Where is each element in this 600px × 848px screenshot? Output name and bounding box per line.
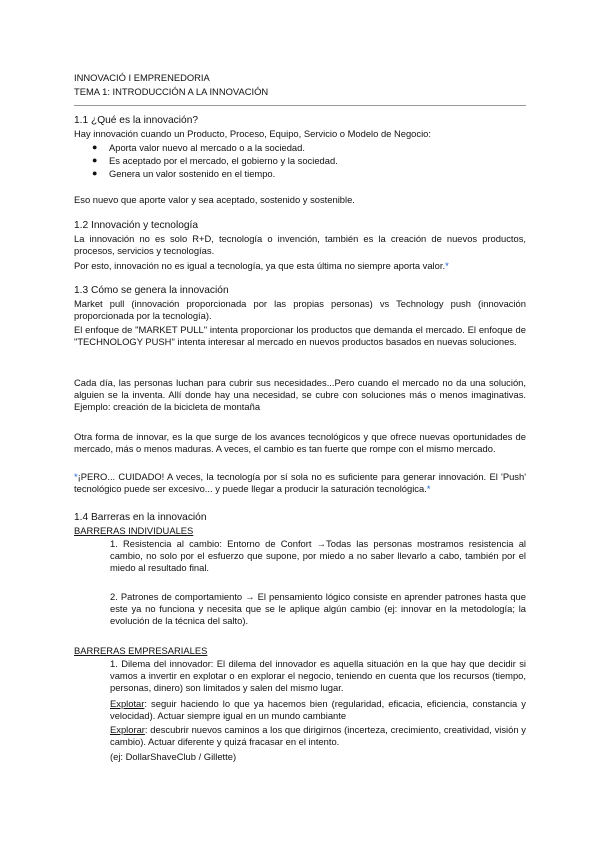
comment-marker: * bbox=[74, 471, 78, 482]
section-heading-1-1: 1.1 ¿Qué es la innovación? bbox=[74, 115, 199, 126]
list-item: Aporta valor nuevo al mercado o a la sociedad. bbox=[109, 142, 305, 153]
paragraph bbox=[74, 471, 526, 495]
paragraph: Otra forma de innovar, es la que surge de los avances tecnológicos y que ofrece nuevas oportunidades de mercado, más o menos maduras. A veces, el cambio es tan fuerte que rompe con el mismo mercado. bbox=[74, 431, 526, 454]
subheading-individual-barriers: BARRERAS INDIVIDUALES bbox=[74, 525, 194, 536]
paragraph bbox=[110, 724, 526, 748]
section-heading-1-4: 1.4 Barreras en la innovación bbox=[74, 512, 207, 523]
section-heading-1-2: 1.2 Innovación y tecnología bbox=[74, 220, 199, 231]
bullet-icon: ● bbox=[92, 142, 98, 152]
paragraph: Cada día, las personas luchan para cubrir sus necesidades...Pero cuando el mercado no da una solución, alguien se la inventa. Allí donde hay una necesidad, se cubre con soluciones más o menos imaginativas. Ejemplo: creación de la bicicleta de montaña bbox=[74, 377, 526, 412]
list-item: Es aceptado por el mercado, el gobierno y la sociedad. bbox=[109, 155, 338, 166]
example-note: (ej: DollarShaveClub / Gillette) bbox=[110, 751, 237, 762]
term-label: Explorar bbox=[110, 724, 145, 735]
bullet-icon: ● bbox=[92, 155, 98, 165]
paragraph: Hay innovación cuando un Producto, Proceso, Equipo, Servicio o Modelo de Negocio: bbox=[74, 128, 431, 139]
course-title: INNOVACIÓ I EMPRENEDORIA bbox=[74, 72, 210, 83]
section-heading-1-3: 1.3 Cómo se genera la innovación bbox=[74, 285, 229, 296]
paragraph-text: ¡PERO... CUIDADO! A veces, la tecnología por sí sola no es suficiente para generar innovación. El 'Push' tecnológico puede ser excesivo... y puede llegar a producir la saturación tecnológica. bbox=[74, 471, 526, 494]
paragraph: Eso nuevo que aporte valor y sea aceptado, sostenido y sostenible. bbox=[74, 194, 355, 205]
paragraph: Market pull (innovación proporcionada por las propias personas) vs Technology push (innovación proporcionada por la tecnología). bbox=[74, 298, 526, 321]
comment-marker: * bbox=[445, 260, 449, 271]
paragraph bbox=[110, 698, 526, 722]
list-item: Genera un valor sostenido en el tiempo. bbox=[109, 168, 276, 179]
comment-marker: * bbox=[426, 483, 431, 494]
list-item: 2. Patrones de comportamiento → El pensamiento lógico consiste en aprender patrones hasta que este ya no funciona y necesita que se le aplique algún cambio (ej: innovar en la metodología; la evolución de la técnica del salto). bbox=[110, 591, 526, 626]
paragraph-text: : descubrir nuevos caminos a los que dirigirnos (incerteza, crecimiento, creatividad, visión y cambio). Actuar diferente y quizá fracasar en el intento. bbox=[110, 724, 526, 747]
header-divider bbox=[74, 105, 526, 106]
term-label: Explotar bbox=[110, 698, 145, 709]
bullet-icon: ● bbox=[92, 168, 98, 178]
list-item: 1. Resistencia al cambio: Entorno de Confort →Todas las personas mostramos resistencia al cambio, no solo por el esfuerzo que supone, por miedo a no saber llevarlo a cabo, también por el miedo al resultado final. bbox=[110, 538, 526, 573]
subheading-business-barriers: BARRERAS EMPRESARIALES bbox=[74, 645, 208, 656]
paragraph bbox=[74, 260, 449, 272]
paragraph: La innovación no es solo R+D, tecnología o invención, también es la creación de nuevos productos, procesos, servicios y tecnologías. bbox=[74, 233, 526, 256]
paragraph-text: : seguir haciendo lo que ya hacemos bien (regularidad, eficacia, eficiencia, constancia y velocidad). Actuar siempre igual en un mundo cambiante bbox=[110, 698, 526, 721]
paragraph: El enfoque de "MARKET PULL" intenta proporcionar los productos que demanda el mercado. El enfoque de "TECHNOLOGY PUSH" intenta interesar al mercado en nuevos productos basados en nuevas soluciones. bbox=[74, 324, 526, 347]
list-item: 1. Dilema del innovador: El dilema del innovador es aquella situación en la que hay que decidir si vamos a invertir en explotar o en explorar el negocio, teniendo en cuenta que los recursos (tiempo, personas, dinero) son limitados y salen del mismo lugar. bbox=[110, 658, 526, 693]
topic-title: TEMA 1: INTRODUCCIÓN A LA INNOVACIÓN bbox=[74, 86, 269, 97]
paragraph-text: Por esto, innovación no es igual a tecnología, ya que esta última no siempre aporta valor. bbox=[74, 260, 446, 271]
